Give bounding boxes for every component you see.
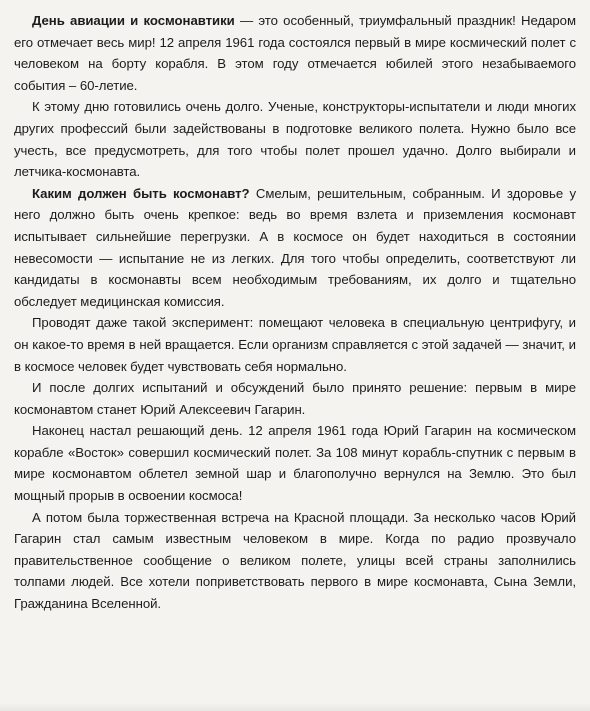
article-page [14,10,576,700]
paragraph-7-text: А потом была торжественная встреча на Красной площади. За несколько часов Юрий Гагарин стал самым известным человеком в мире. Когда по радио прозвучало правительственное сообщение о великом полете, улицы всей страны заполнились толпами людей. Все хотели поприветствовать первого в мире космонавта, Сына Земли, Гражданина Вселенной. [14,509,576,612]
page-bottom-edge [0,703,590,711]
paragraph-2-text: К этому дню готовились очень долго. Ученые, конструкторы-испытатели и люди многих других профессий были задействованы в подготовке великого полета. Нужно было все учесть, все предусмотреть, для того чтобы полет прошел удачно. Долго выбирали и летчика-космонавта. [14,99,576,180]
paragraph-5-text: И после долгих испытаний и обсуждений было принято решение: первым в мире космонавтом станет Юрий Алексеевич Гагарин. [14,380,576,417]
paragraph-3-text: Смелым, решительным, собранным. И здоровье у него должно быть очень крепкое: ведь во время взлета и приземления космонавт испытывает сильнейшие перегрузки. А в космосе он будет находиться в состоянии невесомости — испытание не из легких. Для того чтобы определить, соответствуют ли кандидаты в космонавты всем необходимым требованиям, их долго и тщательно обследует медицинская комиссия. [14,185,576,309]
paragraph-7 [14,507,576,615]
paragraph-5 [14,377,576,420]
paragraph-1-lead: День авиации и космонавтики [32,13,235,28]
paragraph-6 [14,420,576,506]
paragraph-2 [14,96,576,182]
paragraph-1-text: — это особенный, триумфальный праздник! Недаром его отмечает весь мир! 12 апреля 1961 года состоялся первый в мире космический полет с человеком на борту корабля. В этом году отмечается юбилей этого незабываемого события – 60-летие. [14,13,576,93]
paragraph-4-text: Проводят даже такой эксперимент: помещают человека в специальную центрифугу, и он какое-то время в ней вращается. Если организм справляется с этой задачей — значит, и в космосе человек будет чувствовать себя нормально. [14,315,576,374]
paragraph-3 [14,183,576,313]
paragraph-4 [14,312,576,377]
paragraph-3-lead: Каким должен быть космонавт? [32,185,250,201]
paragraph-6-text: Наконец настал решающий день. 12 апреля 1961 года Юрий Гагарин на космическом корабле «Восток» совершил космический полет. За 108 минут корабль-спутник с первым в мире космонавтом облетел земной шар и благополучно вернулся на Землю. Это был мощный прорыв в освоении космоса! [14,423,576,504]
paragraph-1 [14,10,576,96]
